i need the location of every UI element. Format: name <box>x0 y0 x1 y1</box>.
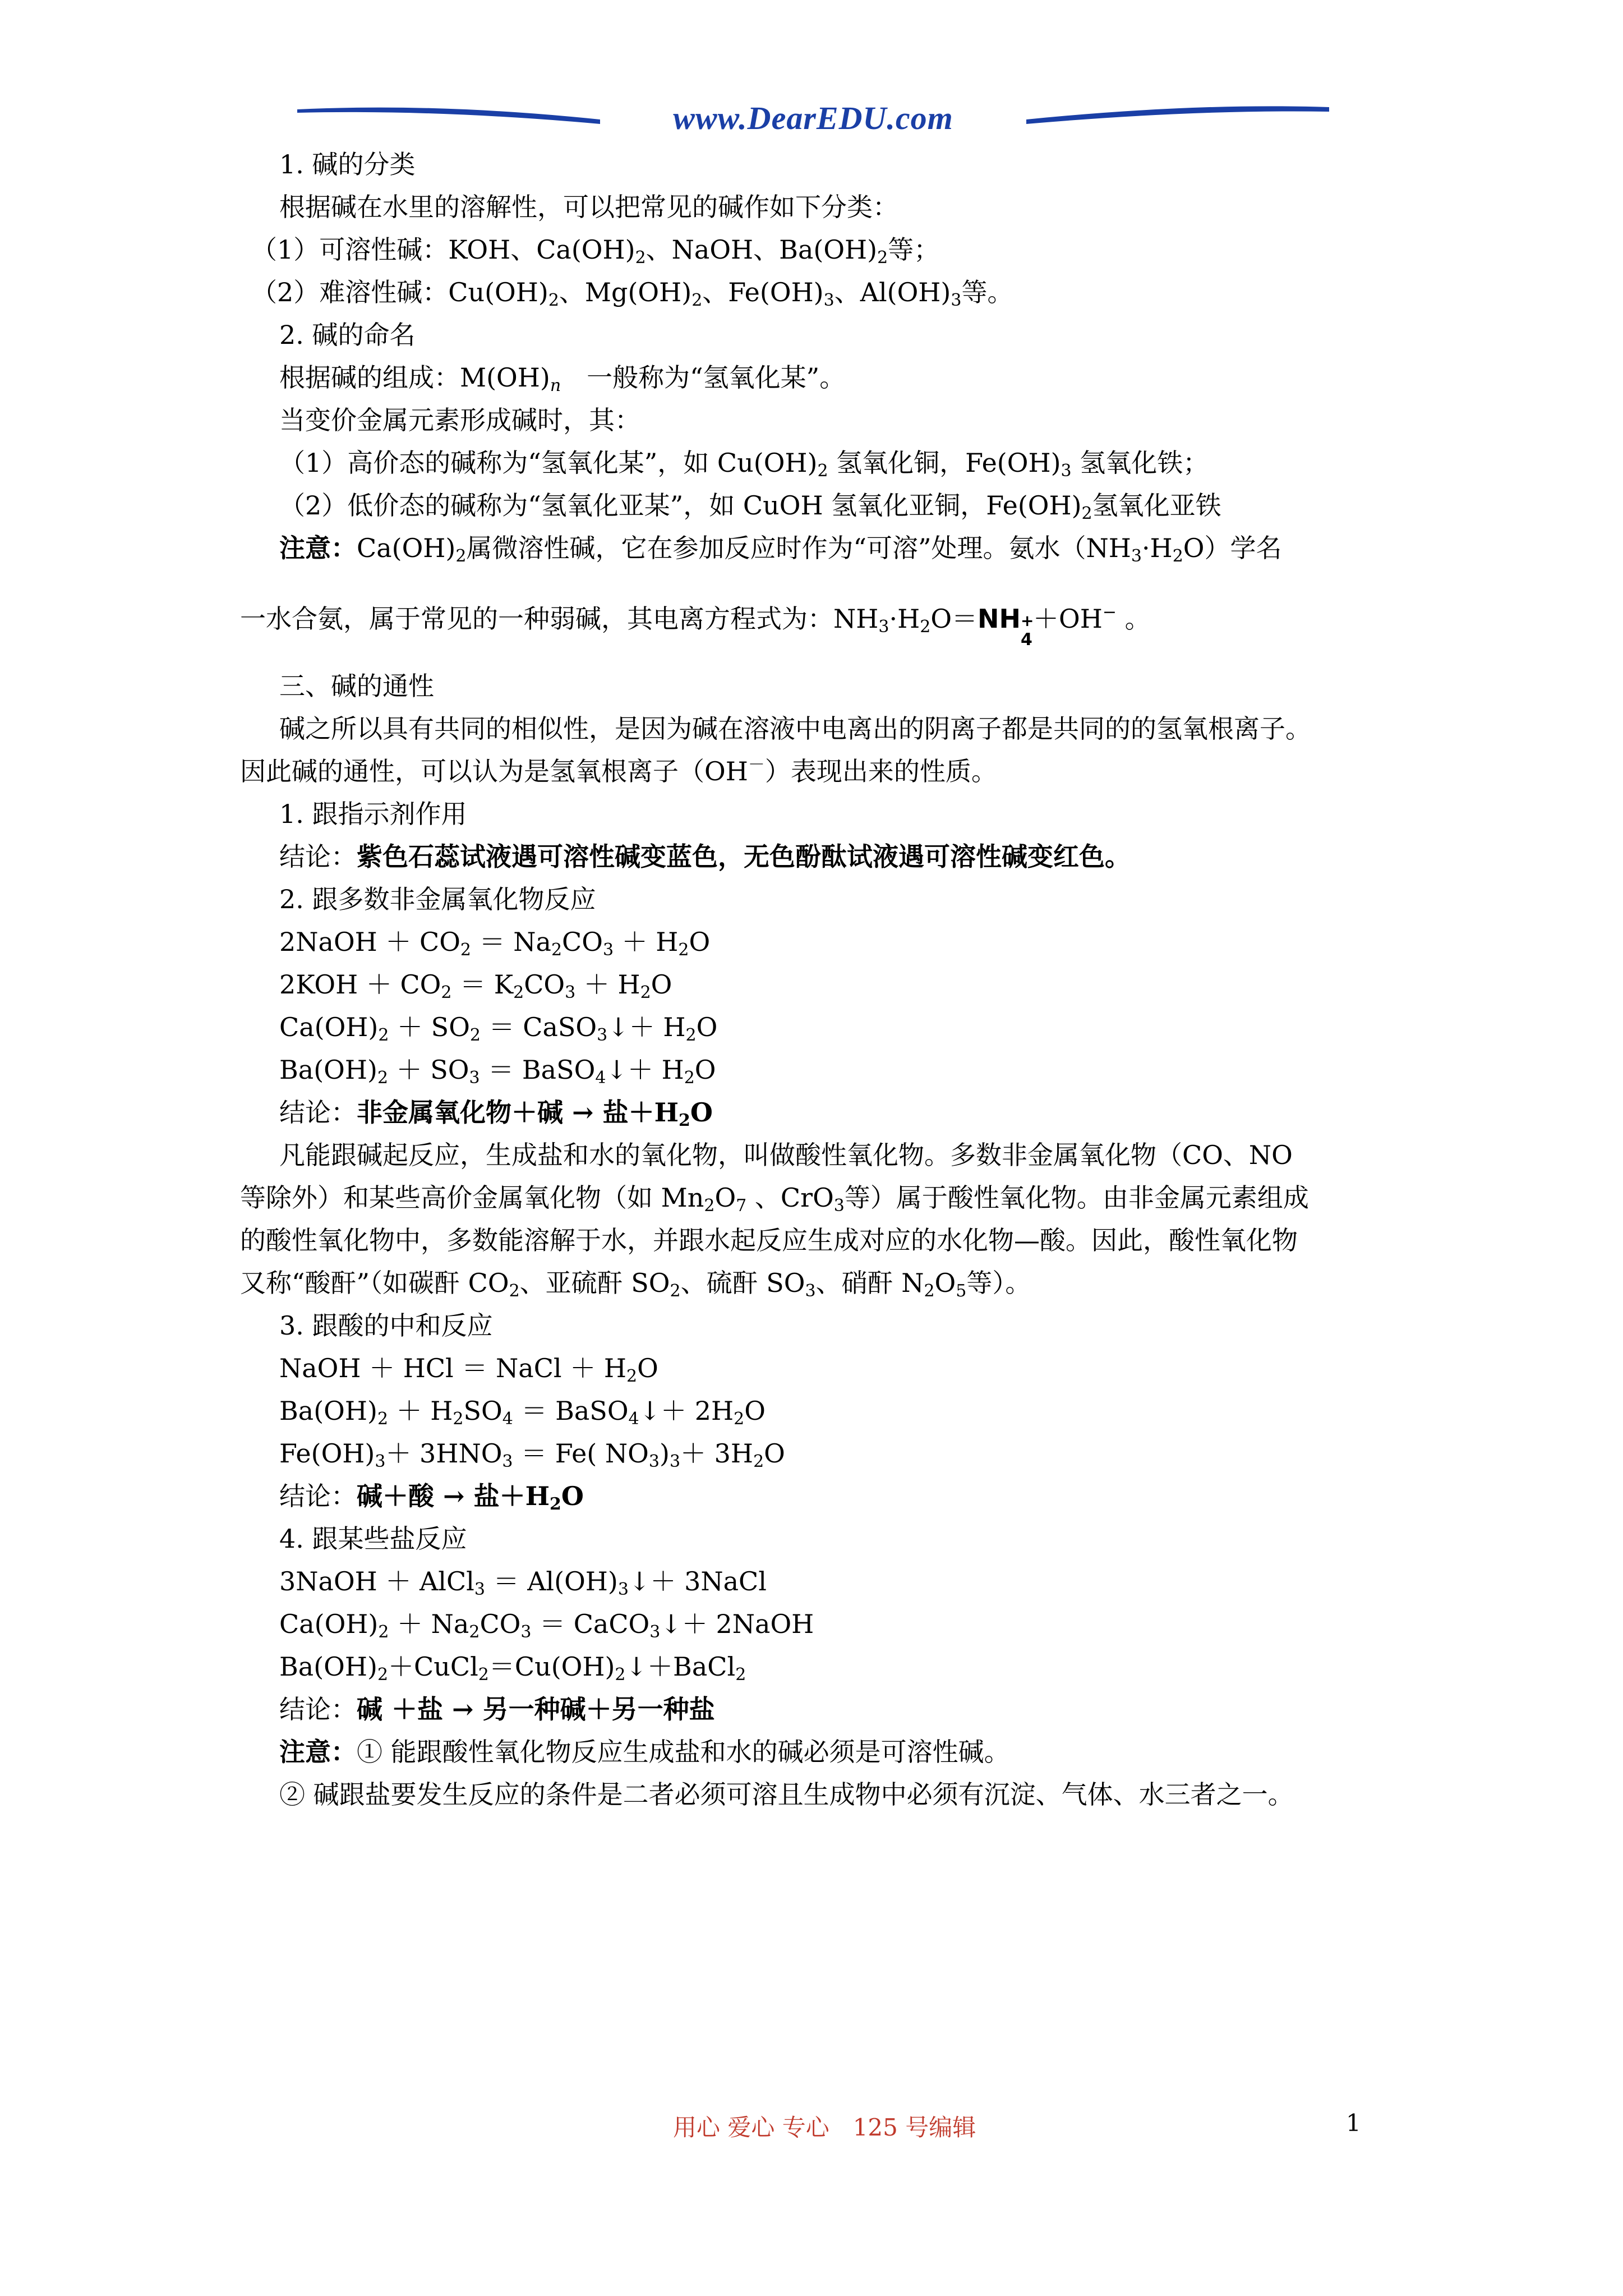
equation: $Ca(OH)_2 + SO_2$ ＝ CaSO$_3$↓＋ $H_2O$ <box>279 1012 718 1045</box>
section-heading: 三、碱的通性 <box>279 671 434 701</box>
equation: 2NaOH ＋ $CO_2 = Na_2CO_3 + H_2O$ <box>279 927 711 960</box>
note-paragraph: 注意：$Ca(OH)_2$属微溶性碱，它在参加反应时作为“可溶”处理。氨水$(NH_3\cdot H_2O)$学名 <box>279 533 1282 566</box>
paragraph: 一水合氨，属于常见的一种弱碱，其电离方程式为：$NH_3\cdot H_2O=NH$ + 4 ＋OH− 。 <box>240 602 1151 650</box>
equation: $Fe(OH)_3+ 3HNO_3 = Fe$( $NO_3)_3+ 3H_2O$ <box>279 1438 785 1471</box>
paragraph: 的酸性氧化物中，多数能溶解于水，并跟水起反应生成对应的水化物—酸。因此，酸性氧化物 <box>240 1225 1298 1255</box>
equation: 3NaOH ＋ AlCl$_3$ ＝ $Al(OH)_3↓+$ 3NaCl <box>279 1566 767 1599</box>
heading-neutralization: 3. 跟酸的中和反应 <box>279 1310 493 1341</box>
paragraph: 等除外）和某些高价金属氧化物（如 $Mn_2O_7$ 、CrO$_3$等）属于酸性氧化物。由非金属元素组成 <box>240 1182 1309 1216</box>
equation: $Ba(OH)_2+CuCl_2=Cu(OH)_2↓+BaCl_2$ <box>279 1651 746 1685</box>
conclusion: 结论：碱 ＋盐 → 另一种碱＋另一种盐 <box>279 1694 715 1724</box>
heading-salts: 4. 跟某些盐反应 <box>279 1524 467 1554</box>
paragraph: 因此碱的通性，可以认为是氢氧根离子（OH－）表现出来的性质。 <box>240 755 997 786</box>
paragraph: （2）低价态的碱称为“氢氧化亚某”，如 CuOH 氢氧化亚铜，$Fe(OH)_2$氢氧化亚铁 <box>279 490 1221 523</box>
equation: NaOH ＋ HCl ＝ NaCl ＋ $H_2O$ <box>279 1353 658 1386</box>
paragraph: （1）高价态的碱称为“氢氧化某”，如 $Cu(OH)_2$ 氢氧化铜，$Fe(OH)_3$ 氢氧化铁； <box>279 448 1209 481</box>
paragraph: 碱之所以具有共同的相似性，是因为碱在溶液中电离出的阴离子都是共同的的氢氧根离子。 <box>279 714 1311 744</box>
paragraph: 根据碱的组成：$M(OH)_n$ 一般称为“氢氧化某”。 <box>279 362 846 395</box>
conclusion: 结论：紫色石蕊试液遇可溶性碱变蓝色，无色酚酞试液遇可溶性碱变红色。 <box>279 841 1131 872</box>
heading-classification: 1. 碱的分类 <box>279 149 416 180</box>
heading-indicator: 1. 跟指示剂作用 <box>279 799 467 829</box>
heading-oxides: 2. 跟多数非金属氧化物反应 <box>279 884 596 914</box>
footer-text: 用心 爱心 专心 125 号编辑 <box>673 2114 976 2141</box>
equation: $Ba(OH)_2 + H_2SO_4$ ＝ BaSO$_4$↓＋ $2H_2O$ <box>279 1396 766 1429</box>
conclusion: 结论：碱＋酸 → 盐$+H_2O$ <box>279 1481 584 1514</box>
equation: $2KOH + CO_2 = K_2CO_3 + H_2O$ <box>279 969 672 1002</box>
paragraph: 又称“酸酐”（如碳酐 $CO_2$、亚硫酐 $SO_2$、硫酐 $SO_3$、硝酐 $N_2O_5$等）。 <box>240 1268 1031 1301</box>
paragraph: 当变价金属元素形成碱时，其： <box>279 405 640 435</box>
site-header <box>297 93 1329 143</box>
site-url: www.DearEDU.com <box>673 100 953 136</box>
insoluble-bases: （2）难溶性碱：$Cu(OH)_2$、$Mg(OH)_2$、$Fe(OH)_3$、$Al(OH)_3$等。 <box>251 277 1013 310</box>
page-number: 1 <box>1346 2109 1361 2137</box>
soluble-bases: （1）可溶性碱：KOH、$Ca(OH)_2$、NaOH、$Ba(OH)_2$等； <box>251 234 940 268</box>
conclusion: 结论：非金属氧化物＋碱 → 盐$+H_2O$ <box>279 1097 713 1130</box>
note-paragraph: ② 碱跟盐要发生反应的条件是二者必须可溶且生成物中必须有沉淀、气体、水三者之一。 <box>279 1779 1294 1810</box>
paragraph: 凡能跟碱起反应，生成盐和水的氧化物，叫做酸性氧化物。多数非金属氧化物（CO、NO <box>279 1140 1293 1170</box>
paragraph: 根据碱在水里的溶解性，可以把常见的碱作如下分类： <box>279 192 898 222</box>
heading-naming: 2. 碱的命名 <box>279 320 416 350</box>
note-paragraph: 注意：① 能跟酸性氧化物反应生成盐和水的碱必须是可溶性碱。 <box>279 1737 1010 1767</box>
equation: $Ca(OH)_2 + Na_2CO_3$ ＝ CaCO$_3$↓＋ 2NaOH <box>279 1609 814 1642</box>
document-body <box>240 143 1440 1816</box>
equation: $Ba(OH)_2 + SO_3$ ＝ BaSO$_4$↓＋ $H_2O$ <box>279 1055 716 1088</box>
